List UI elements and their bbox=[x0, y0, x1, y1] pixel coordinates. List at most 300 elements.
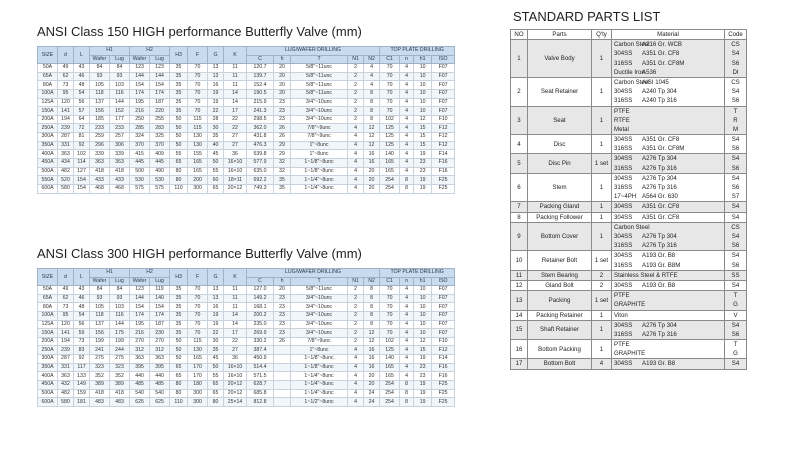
table-cell: 1"~8unc bbox=[291, 346, 348, 355]
table-cell: 16×10 bbox=[224, 159, 247, 168]
parts-row bbox=[511, 251, 747, 270]
table-cell: 26 bbox=[274, 124, 291, 133]
part-codes bbox=[725, 359, 747, 369]
table-cell: 4 bbox=[400, 72, 414, 81]
table-cell: 418 bbox=[90, 167, 110, 176]
header-row bbox=[38, 47, 455, 56]
material-code: S4 bbox=[731, 213, 740, 221]
material-code: S4 bbox=[731, 174, 740, 182]
table-cell: 20 bbox=[364, 381, 380, 390]
table-cell: 250A bbox=[38, 124, 58, 133]
table-row bbox=[38, 398, 455, 407]
table-cell: F07 bbox=[432, 311, 455, 320]
table-cell: 20 bbox=[274, 89, 291, 98]
column-header: T bbox=[291, 55, 348, 64]
part-materials bbox=[612, 359, 725, 369]
table-cell: 418 bbox=[110, 389, 130, 398]
table-cell: 530 bbox=[130, 176, 150, 185]
table-cell: 36 bbox=[224, 150, 247, 159]
table-cell: 10 bbox=[414, 294, 432, 303]
table-cell: 4 bbox=[348, 355, 364, 364]
material-name: PTFE bbox=[614, 292, 630, 300]
table-cell: 2 bbox=[348, 98, 364, 107]
table-cell: 13 bbox=[208, 72, 224, 81]
table-cell: 16 bbox=[364, 346, 380, 355]
part-codes bbox=[725, 280, 747, 290]
table-cell: 35 bbox=[170, 320, 188, 329]
table-cell: 363 bbox=[58, 372, 74, 381]
parts-row bbox=[511, 202, 747, 212]
material-name: 304SS bbox=[614, 136, 633, 144]
table-cell: F07 bbox=[432, 72, 455, 81]
table-cell: 3/4"~10unc bbox=[291, 115, 348, 124]
table-cell: 35 bbox=[170, 294, 188, 303]
material-name: 316SS bbox=[614, 242, 633, 250]
parts-row bbox=[511, 106, 747, 135]
table-cell: 54 bbox=[74, 89, 90, 98]
table-cell: 80 bbox=[170, 389, 188, 398]
table-row bbox=[38, 286, 455, 295]
table-cell: 500A bbox=[38, 389, 58, 398]
table-cell: 70 bbox=[188, 81, 208, 90]
part-name: Stem Bearing bbox=[528, 270, 592, 280]
column-header: Q'ty bbox=[592, 30, 612, 40]
table-cell: 117 bbox=[74, 363, 90, 372]
table-cell: 331 bbox=[58, 363, 74, 372]
table-cell: 433 bbox=[110, 176, 130, 185]
table-cell: 194 bbox=[58, 337, 74, 346]
table-cell: 19 bbox=[414, 398, 432, 407]
table-cell: 10 bbox=[414, 72, 432, 81]
table-cell: 24 bbox=[364, 398, 380, 407]
table-cell: 165 bbox=[188, 355, 208, 364]
table-cell: 300A bbox=[38, 133, 58, 142]
material-name: 304SS bbox=[614, 281, 633, 289]
table-cell: 65 bbox=[208, 381, 224, 390]
table-cell: 287 bbox=[58, 355, 74, 364]
table-cell: 150A bbox=[38, 107, 58, 116]
table-cell: 45 bbox=[208, 355, 224, 364]
table-cell: 16×10 bbox=[224, 167, 247, 176]
table-cell: 10 bbox=[414, 303, 432, 312]
table-cell: 12 bbox=[364, 329, 380, 338]
table-cell: 54 bbox=[74, 311, 90, 320]
table-cell: 116 bbox=[110, 311, 130, 320]
table-cell: 120.7 bbox=[247, 64, 274, 73]
table-row bbox=[38, 363, 455, 372]
column-header: N2 bbox=[364, 55, 380, 64]
table-cell: 27 bbox=[224, 346, 247, 355]
table-cell: 43 bbox=[74, 64, 90, 73]
table-cell: 70 bbox=[380, 81, 400, 90]
table-cell: 468 bbox=[110, 184, 130, 193]
table-cell: 16 bbox=[364, 150, 380, 159]
table-cell: 1~1/4"~8unc bbox=[291, 184, 348, 193]
table-cell: 431.8 bbox=[247, 133, 274, 142]
table-cell: 103 bbox=[110, 81, 130, 90]
table-cell: F12 bbox=[432, 346, 455, 355]
material-spec: A216 Gr. WCB bbox=[642, 41, 682, 49]
table-cell: 100A bbox=[38, 311, 58, 320]
header-row bbox=[511, 30, 747, 40]
table-cell: 23 bbox=[414, 159, 432, 168]
table-cell: 154 bbox=[130, 303, 150, 312]
table-cell: 141 bbox=[58, 107, 74, 116]
table-cell: 4 bbox=[348, 381, 364, 390]
table-cell: 8 bbox=[364, 286, 380, 295]
table-cell: 174 bbox=[130, 311, 150, 320]
column-header: N2 bbox=[364, 277, 380, 286]
table-cell: 220 bbox=[150, 107, 170, 116]
table-cell: 4 bbox=[400, 311, 414, 320]
table-cell bbox=[274, 346, 291, 355]
material-code: T bbox=[733, 341, 738, 349]
part-quantity: 1 bbox=[592, 222, 612, 251]
table-cell: 70 bbox=[188, 72, 208, 81]
table-cell: 174 bbox=[150, 89, 170, 98]
table-cell: F16 bbox=[432, 372, 455, 381]
table-cell: F12 bbox=[432, 124, 455, 133]
table-cell: 16×10 bbox=[224, 363, 247, 372]
table-cell: 3/4"~10unc bbox=[291, 311, 348, 320]
column-header: Parts bbox=[528, 30, 592, 40]
table-cell: 625 bbox=[150, 398, 170, 407]
table-cell: 216 bbox=[130, 107, 150, 116]
table-row bbox=[38, 81, 455, 90]
table-cell: 445 bbox=[150, 159, 170, 168]
table-cell: 19 bbox=[414, 355, 432, 364]
table-cell: 65 bbox=[170, 159, 188, 168]
table-cell: 450A bbox=[38, 159, 58, 168]
material-spec: A351 Gr. CF8 bbox=[642, 203, 680, 211]
table-cell: 19 bbox=[414, 184, 432, 193]
parts-row bbox=[511, 173, 747, 202]
table-cell: 102 bbox=[380, 337, 400, 346]
material-code: S4 bbox=[731, 281, 740, 289]
table-cell: 140 bbox=[380, 150, 400, 159]
table-cell: 22 bbox=[224, 124, 247, 133]
table-cell: 4 bbox=[348, 167, 364, 176]
table-cell: 23 bbox=[274, 329, 291, 338]
table-cell bbox=[274, 381, 291, 390]
table-cell: F12 bbox=[432, 133, 455, 142]
table-cell: 1"~8unc bbox=[291, 141, 348, 150]
table-cell: 4 bbox=[400, 167, 414, 176]
table-cell: 395 bbox=[130, 363, 150, 372]
material-name: Metal bbox=[614, 125, 629, 133]
table-cell: 80 bbox=[170, 167, 188, 176]
table-cell: 50 bbox=[208, 363, 224, 372]
part-name: Shaft Retainer bbox=[528, 320, 592, 339]
table-cell: 440 bbox=[150, 372, 170, 381]
table-cell: 389 bbox=[90, 381, 110, 390]
table-cell: 80 bbox=[170, 176, 188, 185]
table-cell: 50 bbox=[170, 346, 188, 355]
table-cell: 70 bbox=[380, 329, 400, 338]
table-cell: 20 bbox=[274, 286, 291, 295]
table-cell: 49 bbox=[58, 64, 74, 73]
table-cell: 254 bbox=[380, 176, 400, 185]
table-cell: 180 bbox=[188, 381, 208, 390]
table-cell: 250 bbox=[130, 115, 150, 124]
table-cell: 8 bbox=[364, 303, 380, 312]
table-cell: 418 bbox=[110, 167, 130, 176]
part-codes bbox=[725, 202, 747, 212]
table-cell: 749.3 bbox=[247, 184, 274, 193]
material-spec: A193 Gr. B8 bbox=[642, 360, 676, 368]
table-cell: 55 bbox=[208, 372, 224, 381]
column-header: H1 bbox=[90, 47, 130, 56]
table-cell: 635.0 bbox=[247, 167, 274, 176]
material-name: 316SS bbox=[614, 164, 633, 172]
part-name: Disc bbox=[528, 135, 592, 154]
table-cell: 154 bbox=[150, 303, 170, 312]
part-materials bbox=[612, 106, 725, 135]
table-row bbox=[38, 303, 455, 312]
table-cell: 482 bbox=[58, 389, 74, 398]
table-cell: F25 bbox=[432, 389, 455, 398]
table-cell: 200A bbox=[38, 337, 58, 346]
table-cell: 17 bbox=[224, 107, 247, 116]
table-cell: 190.5 bbox=[247, 89, 274, 98]
table-cell: 17 bbox=[224, 329, 247, 338]
table-cell: 275 bbox=[90, 355, 110, 364]
column-header: C bbox=[247, 55, 274, 64]
table-row bbox=[38, 167, 455, 176]
part-quantity: 1 bbox=[592, 320, 612, 339]
table-cell: 550A bbox=[38, 176, 58, 185]
material-code: S4 bbox=[731, 88, 740, 96]
column-header: K bbox=[224, 269, 247, 286]
table-cell: F25 bbox=[432, 176, 455, 185]
table-cell: 187 bbox=[150, 98, 170, 107]
table-cell: 24 bbox=[364, 389, 380, 398]
class300-dimension-table bbox=[37, 268, 455, 407]
table-cell: 1~1/8"~8unc bbox=[291, 355, 348, 364]
table-cell: 35 bbox=[208, 133, 224, 142]
table-cell: 215.9 bbox=[247, 98, 274, 107]
table-cell: 450.9 bbox=[247, 355, 274, 364]
column-header: d bbox=[58, 47, 74, 64]
table-cell: 389 bbox=[110, 381, 130, 390]
table-cell: 23 bbox=[414, 372, 432, 381]
part-codes bbox=[725, 310, 747, 320]
table-cell: 93 bbox=[110, 294, 130, 303]
column-header: F bbox=[188, 47, 208, 64]
part-name: Packing Follower bbox=[528, 212, 592, 222]
table-cell: 600A bbox=[38, 184, 58, 193]
table-cell: F07 bbox=[432, 303, 455, 312]
table-cell: 185 bbox=[90, 115, 110, 124]
part-materials bbox=[612, 77, 725, 106]
column-header: SIZE bbox=[38, 269, 58, 286]
part-name: Bottom Bolt bbox=[528, 359, 592, 369]
part-materials bbox=[612, 173, 725, 202]
column-header: Wafer bbox=[90, 277, 110, 286]
table-cell: 8 bbox=[364, 115, 380, 124]
table-cell: 103 bbox=[110, 303, 130, 312]
table-cell: 5/8"~11unc bbox=[291, 72, 348, 81]
column-header: ISO bbox=[432, 55, 455, 64]
table-cell: 70 bbox=[188, 98, 208, 107]
parts-row bbox=[511, 212, 747, 222]
table-cell: 102 bbox=[74, 150, 90, 159]
table-cell: 70 bbox=[188, 286, 208, 295]
table-cell: F10 bbox=[432, 337, 455, 346]
column-header: ISO bbox=[432, 277, 455, 286]
part-materials bbox=[612, 310, 725, 320]
table-cell: 80A bbox=[38, 81, 58, 90]
table-cell: 4 bbox=[400, 64, 414, 73]
table-cell: 312 bbox=[150, 346, 170, 355]
material-code: S6 bbox=[731, 145, 740, 153]
table-cell: 70 bbox=[380, 89, 400, 98]
table-cell: 174 bbox=[130, 89, 150, 98]
table-cell: 93 bbox=[110, 72, 130, 81]
table-cell: F14 bbox=[432, 150, 455, 159]
column-header: Wafer bbox=[90, 55, 110, 64]
column-header: Wafer bbox=[130, 277, 150, 286]
table-cell: F16 bbox=[432, 159, 455, 168]
table-cell: 8 bbox=[364, 89, 380, 98]
material-name: 316SS bbox=[614, 145, 633, 153]
table-cell: 330.2 bbox=[247, 337, 274, 346]
table-cell: 8 bbox=[400, 184, 414, 193]
table-cell: 363 bbox=[150, 355, 170, 364]
table-cell: 46 bbox=[74, 294, 90, 303]
table-cell: 177 bbox=[110, 115, 130, 124]
table-cell: 139.7 bbox=[247, 72, 274, 81]
table-cell: 490 bbox=[150, 167, 170, 176]
table-cell: 20 bbox=[364, 167, 380, 176]
material-spec: A564 Gr. 630 bbox=[642, 193, 678, 201]
table-row bbox=[38, 89, 455, 98]
table-cell: 119 bbox=[150, 286, 170, 295]
part-materials bbox=[612, 154, 725, 173]
table-cell: 4 bbox=[364, 72, 380, 81]
table-cell: 418 bbox=[90, 389, 110, 398]
table-cell: 241 bbox=[90, 346, 110, 355]
table-cell: 65 bbox=[170, 372, 188, 381]
table-cell: 8 bbox=[400, 398, 414, 407]
table-cell: 4 bbox=[400, 372, 414, 381]
table-cell bbox=[274, 372, 291, 381]
table-cell: 140 bbox=[150, 294, 170, 303]
column-header: F bbox=[188, 269, 208, 286]
table-cell: 65A bbox=[38, 72, 58, 81]
material-spec: A276 Tp 304 bbox=[642, 174, 677, 182]
table-cell: 10 bbox=[414, 286, 432, 295]
table-cell: 170 bbox=[188, 363, 208, 372]
column-header: T bbox=[291, 277, 348, 286]
table-cell: 296 bbox=[90, 141, 110, 150]
material-code: S4 bbox=[731, 50, 740, 58]
part-quantity: 1 bbox=[592, 173, 612, 202]
column-header: LUG/WAFER DRILLING bbox=[247, 269, 380, 278]
table-cell: 102 bbox=[380, 115, 400, 124]
table-cell: 50 bbox=[170, 124, 188, 133]
table-cell: 26 bbox=[274, 337, 291, 346]
table-cell bbox=[274, 363, 291, 372]
table-cell: 3/4"~10unc bbox=[291, 329, 348, 338]
table-cell: F07 bbox=[432, 107, 455, 116]
part-codes bbox=[725, 270, 747, 280]
parts-row bbox=[511, 291, 747, 310]
table-cell: 14 bbox=[224, 311, 247, 320]
part-quantity: 1 set bbox=[592, 291, 612, 310]
table-cell: 70 bbox=[188, 303, 208, 312]
table-cell: 1~1/8"~8unc bbox=[291, 159, 348, 168]
table-cell: 165 bbox=[188, 167, 208, 176]
table-cell: 16 bbox=[364, 363, 380, 372]
material-code: S6 bbox=[731, 97, 740, 105]
table-cell: 4 bbox=[400, 107, 414, 116]
table-cell: 35 bbox=[274, 184, 291, 193]
table-row bbox=[38, 184, 455, 193]
table-cell: 14 bbox=[224, 320, 247, 329]
table-cell: 254 bbox=[380, 381, 400, 390]
table-cell: 577.9 bbox=[247, 159, 274, 168]
table-cell: 350A bbox=[38, 141, 58, 150]
table-cell: 4 bbox=[400, 346, 414, 355]
part-number: 16 bbox=[511, 340, 528, 359]
table-cell: 254 bbox=[380, 389, 400, 398]
table-cell: 440 bbox=[130, 372, 150, 381]
table-cell: 35 bbox=[208, 346, 224, 355]
table-cell: 300A bbox=[38, 355, 58, 364]
table-cell: 323 bbox=[90, 363, 110, 372]
table-cell: 483 bbox=[110, 398, 130, 407]
table-cell: 32 bbox=[274, 167, 291, 176]
table-cell: 125A bbox=[38, 98, 58, 107]
table-cell: 73 bbox=[74, 337, 90, 346]
material-code: S4 bbox=[731, 136, 740, 144]
material-code: S6 bbox=[731, 261, 740, 269]
table-cell: F16 bbox=[432, 167, 455, 176]
table-row bbox=[38, 372, 455, 381]
table-cell: 5/8"~11unc bbox=[291, 64, 348, 73]
column-header: H2 bbox=[130, 269, 170, 278]
table-cell: 4 bbox=[364, 81, 380, 90]
table-cell: 2 bbox=[348, 286, 364, 295]
table-row bbox=[38, 98, 455, 107]
column-header: h1 bbox=[414, 277, 432, 286]
part-name: Bottom Packing bbox=[528, 340, 592, 359]
table-cell: 23 bbox=[274, 320, 291, 329]
column-header: C bbox=[247, 277, 274, 286]
table-cell: 483 bbox=[90, 398, 110, 407]
column-header: Lug bbox=[110, 55, 130, 64]
table-cell: 65 bbox=[208, 389, 224, 398]
column-header: C1 bbox=[380, 55, 400, 64]
table-cell: 325 bbox=[150, 133, 170, 142]
table-cell: 125 bbox=[380, 346, 400, 355]
table-cell: 16 bbox=[364, 355, 380, 364]
table-cell: 19 bbox=[414, 381, 432, 390]
part-codes bbox=[725, 291, 747, 310]
material-code: CS bbox=[731, 78, 740, 86]
material-code: V bbox=[733, 311, 738, 319]
table-cell: 4 bbox=[348, 124, 364, 133]
column-header: Material bbox=[612, 30, 725, 40]
table-cell: 80A bbox=[38, 303, 58, 312]
column-header: L bbox=[74, 269, 90, 286]
material-code: S4 bbox=[731, 321, 740, 329]
table-cell bbox=[274, 389, 291, 398]
table-cell: 18×11 bbox=[224, 176, 247, 185]
table-cell: 70 bbox=[380, 107, 400, 116]
table-cell: 123 bbox=[130, 64, 150, 73]
